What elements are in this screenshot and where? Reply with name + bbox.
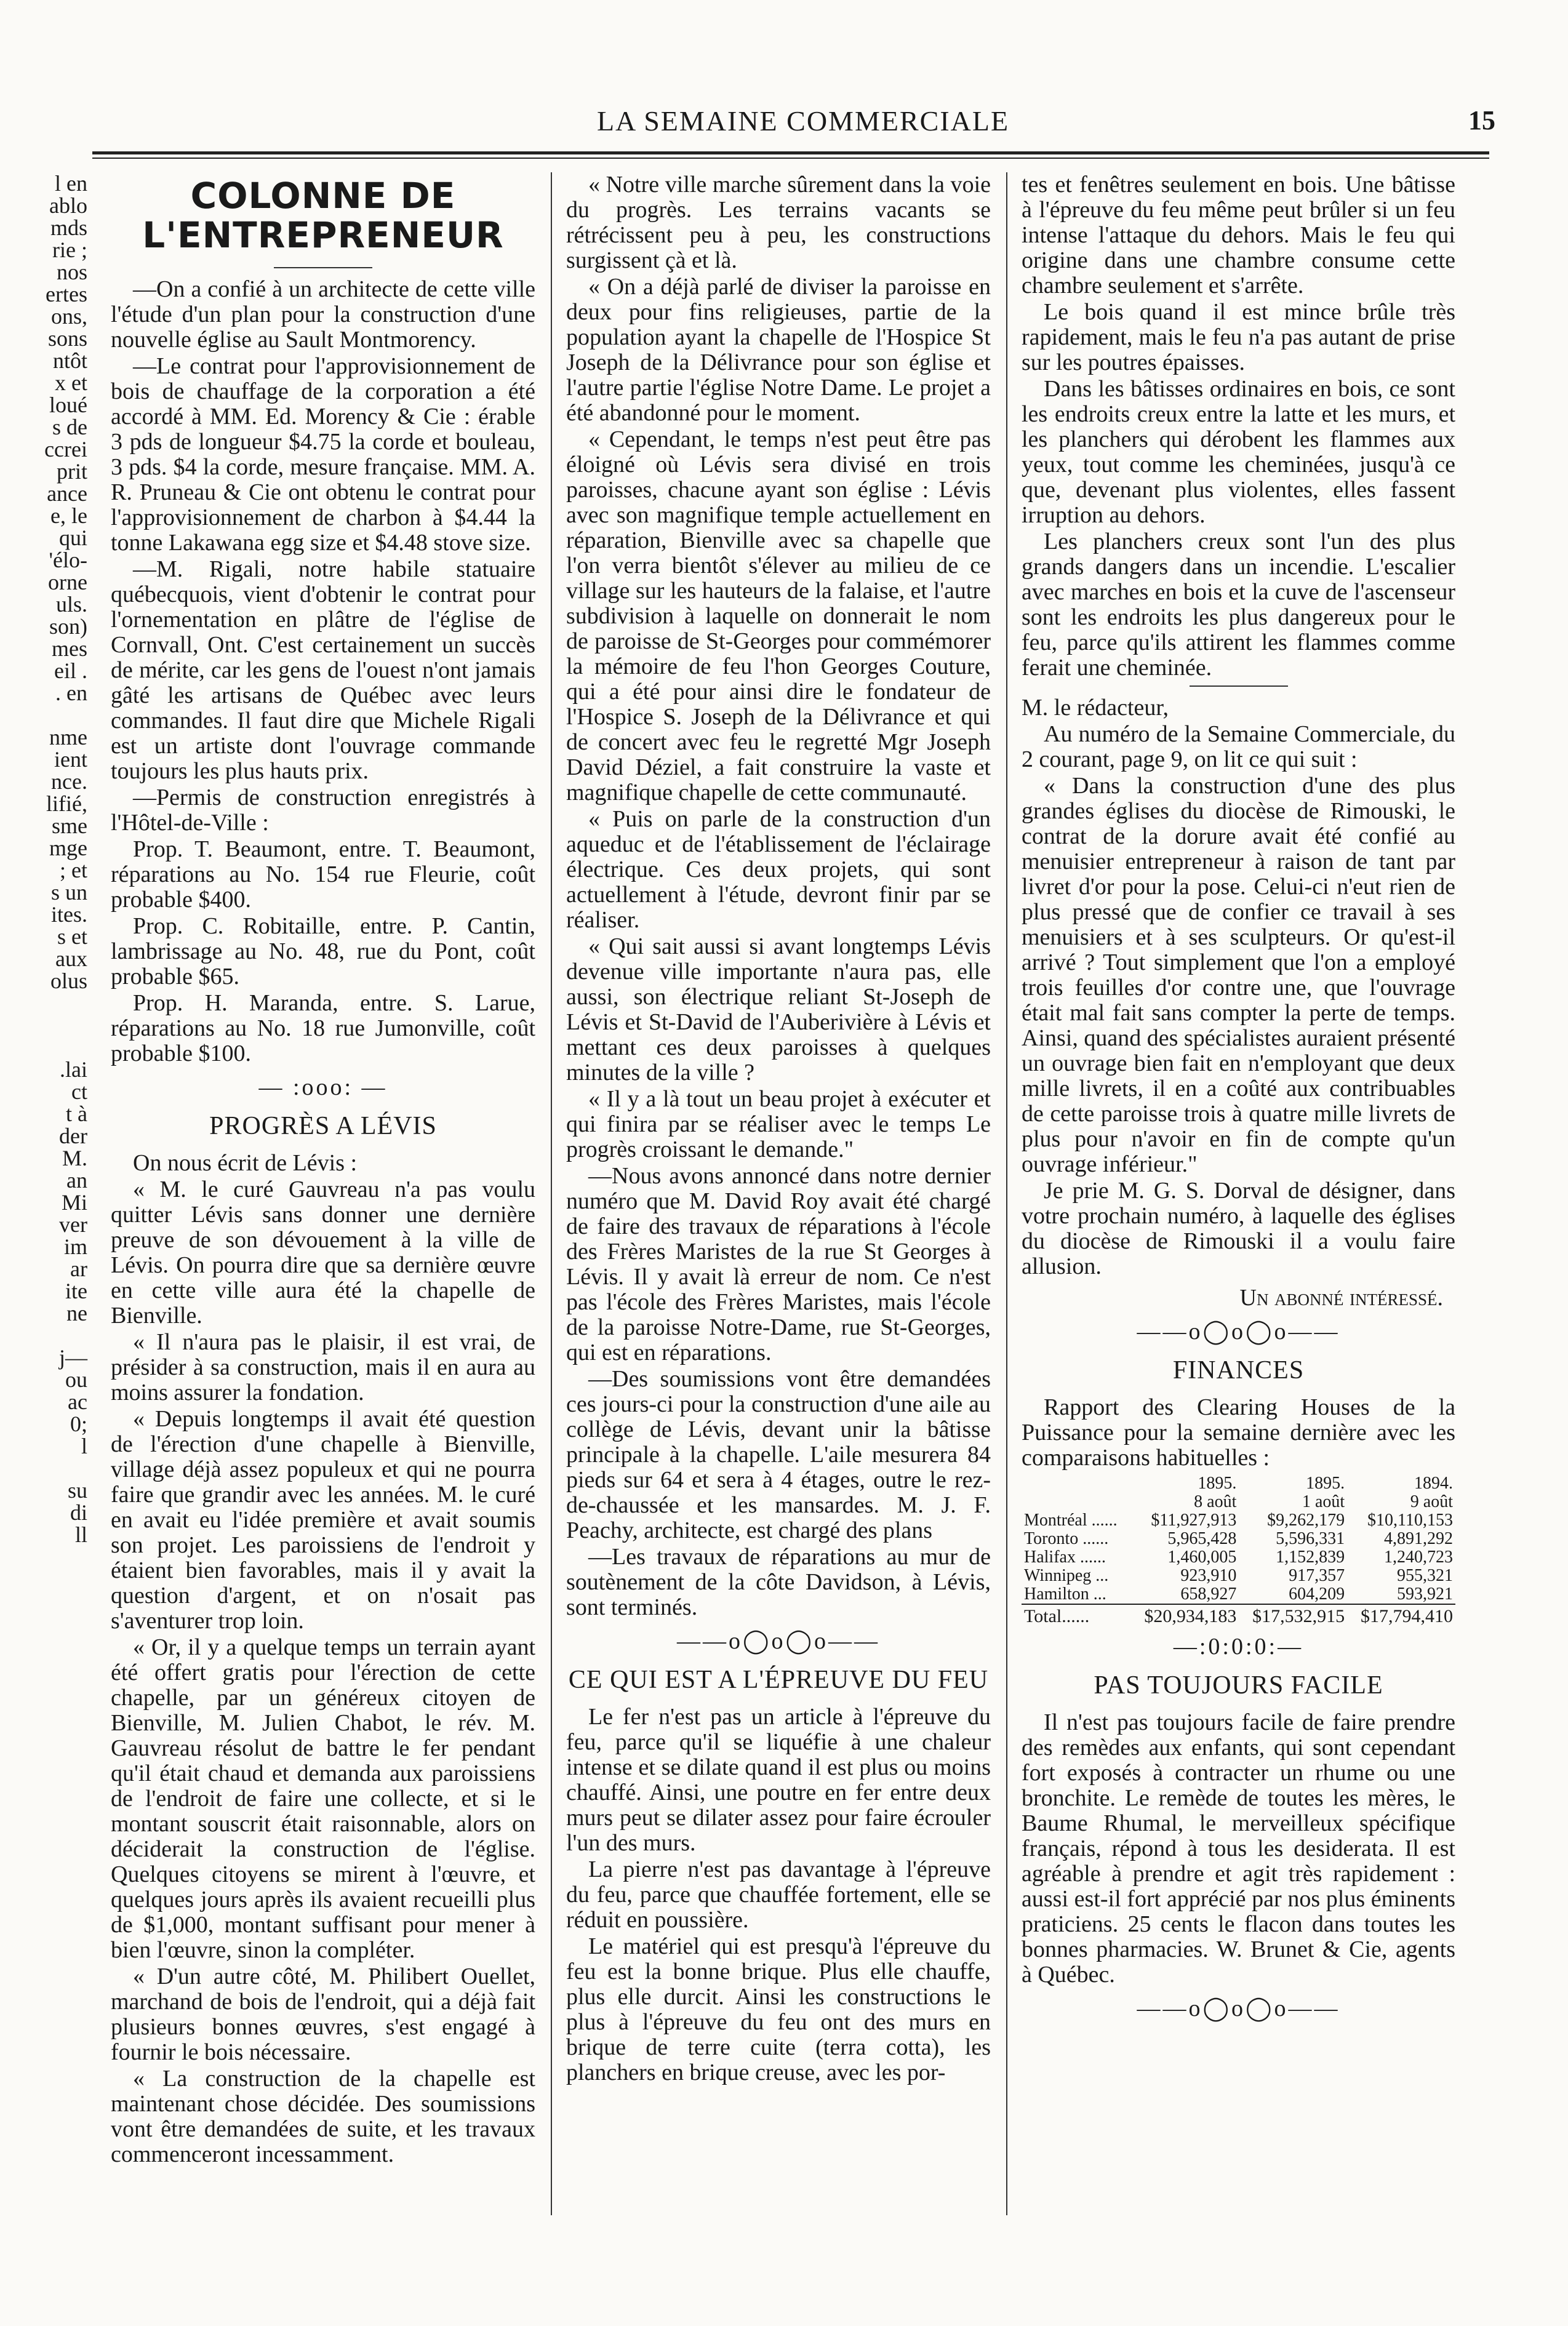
margin-fragment: ll [74,1522,87,1547]
paragraph: —Les travaux de réparations au mur de soutènement de la côte Davidson, à Lévis, sont terminés. [566,1544,991,1620]
paragraph: « Puis on parle de la construction d'un aqueduc et de l'établissement de l'éclairage électrique. Ces deux projets, qui sont actuellement à l'étude, devront finir par se réaliser. [566,806,991,933]
paragraph: « M. le curé Gauvreau n'a pas voulu quitter Lévis sans donner une dernière preuve de son dévouement à la ville de Lévis. On pourra dire que sa dernière œuvre en cette ville aura été la chapelle de Bienville. [111,1177,535,1329]
table-header-cell: 1895. [1306,1474,1345,1493]
margin-fragment: aux [55,946,87,971]
table-cell: $17,794,410 [1347,1604,1455,1626]
margin-fragment [0,1324,92,1346]
column-1 [111,172,535,2215]
table-cell: 658,927 [1180,1585,1237,1604]
section-separator: ——o◯o◯o—— [1137,1319,1340,1345]
letter-salutation: M. le rédacteur, [1022,695,1169,721]
margin-fragment: ct [71,1079,87,1104]
column-separator [551,172,552,2215]
table-cell: Montréal ...... [1024,1511,1118,1530]
table-cell: Winnipeg ... [1024,1566,1109,1585]
running-title: LA SEMAINE COMMERCIALE [596,105,1010,137]
margin-fragment: j— [58,1345,87,1370]
table-cell: 917,357 [1289,1566,1345,1585]
margin-fragment: s et [57,924,87,949]
table-row [1022,1567,1455,1585]
margin-fragment [0,1568,92,1590]
margin-fragment [0,1036,92,1058]
margin-fragment: .lai [60,1057,87,1082]
paragraph: —On a confié à un architecte de cette ville l'étude d'un plan pour la construction d'une nouvelle église au Sault Montmorency. [111,276,535,353]
margin-fragment: ertes [46,282,87,306]
table-header-cell: 9 août [1410,1492,1453,1511]
table-cell: 593,921 [1397,1585,1453,1604]
paragraph: —M. Rigali, notre habile statuaire québecquois, vient d'obtenir le contrat pour l'ornementation en plâtre de l'église de Cornvall, Ont. C'est certainement un succès de mérite, car les gens de l'ouest n'ont jamais gâté les artisans de Québec avec leurs commandes. Il faut dire que Michele Rigali est un artiste dont l'ouvrage commande toujours les plus hauts prix. [111,556,535,784]
margin-fragment: 'élo- [49,548,87,572]
table-total-row [1022,1604,1455,1626]
table-cell: $9,262,179 [1267,1511,1345,1530]
table-cell: 4,891,292 [1384,1529,1453,1548]
table-header-cell: 1 août [1302,1492,1345,1511]
table-cell: 955,321 [1397,1566,1453,1585]
margin-fragment: s de [52,415,87,439]
margin-fragment: di [70,1500,87,1525]
margin-fragment: nme [49,725,87,749]
paragraph: —Permis de construction enregistrés à l'Hôtel-de-Ville : [111,785,535,836]
margin-fragment: ar [70,1257,87,1281]
margin-fragment: l [81,1434,87,1458]
table-cell: 1,152,839 [1276,1548,1345,1567]
section-separator: —:0:0:0:— [1173,1634,1304,1660]
margin-fragment: ablo [49,193,87,218]
paragraph: « Notre ville marche sûrement dans la voie du progrès. Les terrains vacants se rétrécissent peu à peu, les constructions surgissent çà et là. [566,172,991,273]
paragraph: Le matériel qui est presqu'à l'épreuve du feu est la bonne brique. Plus elle chauffe, plus elle durcit. Ainsi les constructions le plus à l'épreuve du feu ont des murs en brique de terre cuite (terra cotta), les planchers en brique creuse, avec les por- [566,1933,991,2085]
paragraph: « Or, il y a quelque temps un terrain ayant été offert gratis pour l'érection de cette chapelle, par un généreux citoyen de Bienville, M. Julien Chabot, le rév. M. Gauvreau résolut de battre le fer pendant qu'il était chaud et demanda aux paroissiens de l'endroit de faire une collecte, et si le montant souscrit était raisonnable, alors on déciderait la construction de l'église. Quelques citoyens se mirent à l'œuvre, et quelques jours après ils avaient recueilli plus de $1,000, montant suffisant pour mener à bien l'œuvre, sinon la compléter. [111,1634,535,1963]
paragraph: « D'un autre côté, M. Philibert Ouellet, marchand de bois de l'endroit, qui a déjà fait plusieurs bonnes œuvres, s'est engagé à fournir le bois nécessaire. [111,1964,535,2065]
margin-fragment: orne [48,570,87,594]
margin-fragment: qui [58,526,87,550]
paragraph: Je prie M. G. S. Dorval de désigner, dans votre prochain numéro, à laquelle des églises du diocèse de Rimouski il a voulu faire allusion. [1022,1178,1455,1279]
table-cell: $20,934,183 [1131,1604,1239,1626]
paragraph: —Le contrat pour l'approvisionnement de bois de chauffage de la corporation a été accordé à MM. Ed. Morency & Cie : érable 3 pds de longueur $4.75 la corde et bouleau, 3 pds. $4 la corde, mesure française. MM. A. R. Pruneau & Cie ont obtenu le contrat pour l'approvisionnement de charbon à $4.44 la tonne Lakawana egg size et $4.48 stove size. [111,353,535,556]
margin-fragment: sons [47,326,87,351]
column-title: COLONNE DE L'ENTREPRENEUR [142,175,504,256]
margin-fragment: mes [52,636,87,661]
table-header-cell: 8 août [1194,1492,1237,1511]
paragraph: « On a déjà parlé de diviser la paroisse en deux pour fins religieuses, partie de la population ayant la chapelle de l'Hospice St Joseph de la Délivrance pour son église et l'autre partie l'église Notre Dame. Le projet a été abandonné pour le moment. [566,274,991,426]
margin-fragment: ntôt [52,348,87,373]
page-number: 15 [1468,105,1495,135]
margin-fragment: nce. [51,769,87,794]
margin-fragment: su [67,1478,87,1503]
section-separator: ——o◯o◯o—— [676,1628,881,1654]
paragraph: Il n'est pas toujours facile de faire prendre des remèdes aux enfants, qui sont cependant fort exposés à contracter un rhume ou une bronchite. Le remède de toutes les mères, le Baume Rhumal, le merveilleux spécifique français, répond à tous les desiderata. Il est agréable à prendre et agit très rapidement : aussi est-il fort apprécié par nos plus éminents praticiens. 25 cents le flacon dans toutes les bonnes pharmacies. W. Brunet & Cie, agents à Québec. [1022,1709,1455,1988]
previous-page-margin-fragments [0,172,92,2252]
section-heading: PROGRÈS A LÉVIS [209,1112,437,1140]
table-cell: $10,110,153 [1367,1511,1453,1530]
table-header-cell: 1895. [1198,1474,1237,1493]
margin-fragment: prit [57,459,87,484]
margin-fragment: im [63,1234,87,1259]
margin-fragment [0,704,92,726]
paragraph: « Dans la construction d'une des plus grandes églises du diocèse de Rimouski, le contrat de la dorure avait été confié au menuisier entrepreneur à raison de tant par livret d'or pour la pose. Celui-ci n'eut rien de plus pressé que de confier ce travail à ses menuisiers et à ses sculpteurs. Or qu'est-il arrivé ? Tout simplement que l'on a employé trois feuilles d'or contre une, que l'ouvrage était mal fait sans compter la perte de temps. Ainsi, quand des spécialistes auraient présenté un ouvrage bien fait en n'employant que deux mille livrets, il en a coûté aux contribuables de cette paroisse trois à quatre mille livrets de plus pour n'avoir en fin de compte qu'un ouvrage inférieur." [1022,773,1455,1177]
paragraph: « Il y a là tout un beau projet à exécuter et qui finira par se réaliser avec le temps Le progrès croissant le demande." [566,1086,991,1162]
margin-fragment: uls. [55,592,87,617]
margin-fragment: ites. [51,902,87,927]
table-cell: 5,965,428 [1167,1529,1237,1548]
margin-fragment: Mi [61,1190,87,1215]
margin-fragment: ccrei [44,437,87,462]
margin-fragment: 0; [70,1412,87,1436]
margin-fragment: e, le [50,503,87,528]
margin-fragment: ou [65,1367,87,1392]
margin-fragment: ance [47,481,87,506]
section-separator: ——o◯o◯o—— [1137,1996,1340,2021]
table-cell: $11,927,913 [1151,1511,1237,1530]
margin-fragment: M. [62,1146,87,1170]
margin-fragment: loué [49,393,87,417]
margin-fragment: eil . [54,658,87,683]
table-row [1022,1585,1455,1604]
section-separator: — :ooo: — [258,1074,388,1100]
margin-fragment: mge [49,836,87,860]
margin-fragment: ons, [50,304,87,329]
divider [274,267,372,268]
margin-fragment [0,1457,92,1479]
table-cell: Hamilton ... [1024,1585,1106,1604]
table-row [1022,1548,1455,1567]
table-cell: Total...... [1022,1604,1131,1626]
header-rule [92,151,1489,154]
paragraph: « Depuis longtemps il avait été question de l'érection d'une chapelle à Bienville, village déjà assez populeux et qui ne pourra faire que grandir avec les années. M. le curé en avait eu l'idée première et avait soumis son projet. Les paroissiens de l'endroit y étaient bien favorables, mais il y avait la question d'argent, et on n'osait pas s'aventurer trop loin. [111,1406,535,1634]
margin-fragment [0,1546,92,1568]
table-cell: Toronto ...... [1024,1529,1109,1548]
paragraph: La pierre n'est pas davantage à l'épreuve du feu, parce que chauffée fortement, elle se réduit en poussière. [566,1856,991,1933]
margin-fragment: sme [52,813,87,838]
table-cell: $17,532,915 [1239,1604,1347,1626]
header-rule-thin [92,158,1489,159]
margin-fragment: t à [66,1101,87,1126]
margin-fragment: ; et [60,858,87,882]
divider [1190,685,1288,687]
margin-fragment [0,1014,92,1036]
paragraph: « Cependant, le temps n'est peut être pas éloigné où Lévis sera divisé en trois paroisses, chacune ayant son église : Lévis avec son magnifique temple actuellement en réparation, Bienville avec sa chapelle que l'on verra bientôt s'élever au milieu de ce village sur les hauteurs de la falaise, et l'autre subdivision à laquelle on donnerait le nom de paroisse de St-Georges pour commémorer la mémoire de feu l'hon Georges Couture, qui a été pour ainsi dire le fondateur de l'Hospice S. Joseph de la Délivrance et qui de concert avec feu le regretté Mgr Joseph David Déziel, a fait construire la vaste et magnifique chapelle de cette communauté. [566,426,991,805]
paragraph: « Qui sait aussi si avant longtemps Lévis devenue ville importante n'aura pas, elle aussi, son électrique reliant St-Joseph de Lévis et St-David de l'Auberivière à Lévis et mettant ces deux paroisses à quelques minutes de la ville ? [566,933,991,1085]
paragraph: « Il n'aura pas le plaisir, il est vrai, de présider à sa construction, mais il en aura au moins assurer la fondation. [111,1329,535,1405]
paragraph: —Nous avons annoncé dans notre dernier numéro que M. David Roy avait été chargé de faire des travaux de réparations à l'école des Frères Maristes de la rue St Georges à Lévis. Il y avait là erreur de nom. Ce n'est pas l'école des Frères Maristes, mais l'école de la paroisse Notre-Dame, rue St-Georges, qui est en réparations. [566,1163,991,1365]
table-header-cell [1022,1474,1131,1493]
paragraph: Prop. T. Beaumont, entre. T. Beaumont, réparations au No. 154 rue Fleurie, coût probable $400. [111,836,535,913]
clearing-houses-table [1022,1474,1455,1626]
section-heading: PAS TOUJOURS FACILE [1094,1671,1383,1700]
column-2 [566,172,991,2215]
table-cell: 604,209 [1289,1585,1345,1604]
paragraph: Au numéro de la Semaine Commerciale, du 2 courant, page 9, on lit ce qui suit : [1022,721,1455,772]
table-cell: 923,910 [1180,1566,1237,1585]
margin-fragment: son) [49,614,87,639]
table-row [1022,1530,1455,1548]
margin-fragment: s un [50,880,87,905]
margin-fragment: ver [59,1212,87,1237]
paragraph: —Des soumissions vont être demandées ces jours-ci pour la construction d'une aile au collège de Lévis, devant unir la bâtisse principale à la chapelle. L'aile mesurera 84 pieds sur 64 et sera à 4 étages, outre le rez-de-chaussée et les mansardes. M. J. F. Peachy, architecte, est chargé des plans [566,1366,991,1543]
margin-fragment: lifié, [46,791,87,816]
table-cell: 5,596,331 [1276,1529,1345,1548]
margin-fragment: ac [68,1389,87,1414]
section-heading: FINANCES [1172,1356,1305,1385]
margin-fragment: ne [66,1301,87,1325]
paragraph: Dans les bâtisses ordinaires en bois, ce sont les endroits creux entre la latte et les murs, et les planchers qui dérobent les flammes aux yeux, tout comme les cheminées, jusqu'à ce que, devenant plus violentes, elles fassent irruption au dehors. [1022,376,1455,528]
paragraph: tes et fenêtres seulement en bois. Une bâtisse à l'épreuve du feu même peut brûler si un feu intense l'attaque du dehors. Mais le feu qui origine dans une chambre consume cette chambre seulement et s'arrête. [1022,172,1455,298]
letter-signature: Un abonné intéressé. [1239,1285,1443,1311]
paragraph: On nous écrit de Lévis : [133,1150,358,1176]
paragraph: Rapport des Clearing Houses de la Puissance pour la semaine dernière avec les comparaisons habituelles : [1022,1394,1455,1471]
margin-fragment: ient [54,747,87,772]
margin-fragment: ite [65,1279,87,1303]
paragraph: Le bois quand il est mince brûle très rapidement, mais le feu n'a pas autant de prise sur les poutres épaisses. [1022,299,1455,375]
margin-fragment: l en [55,172,87,196]
table-cell: 1,240,723 [1384,1548,1453,1567]
margin-fragment: . en [55,681,87,705]
margin-fragment: an [66,1168,87,1193]
margin-fragment: mds [50,215,87,240]
margin-fragment [0,992,92,1014]
table-header-row [1022,1493,1455,1511]
table-cell: Halifax ...... [1024,1548,1106,1567]
table-header-row [1022,1474,1455,1493]
margin-fragment [0,1590,92,1612]
page-header [111,105,1495,142]
column-3 [1022,172,1455,2215]
paragraph: Le fer n'est pas un article à l'épreuve du feu, parce qu'il se liquéfie à une chaleur intense et se dilate quand il est plus ou moins chauffé. Ainsi, une poutre en fer entre deux murs peut se dilater assez pour faire écrouler l'un des murs. [566,1704,991,1856]
table-header-cell [1022,1493,1131,1511]
margin-fragment: olus [50,969,87,993]
margin-fragment: rie ; [52,238,87,262]
column-separator [1006,172,1007,2215]
paragraph: « La construction de la chapelle est maintenant chose décidée. Des soumissions vont être demandées de suite, et les travaux commenceront incessamment. [111,2066,535,2167]
table-row [1022,1511,1455,1530]
paragraph: Les planchers creux sont l'un des plus grands dangers dans un incendie. L'escalier avec marches en bois et la cuve de l'ascenseur sont les endroits les plus dangereux pour le feu, parce qu'ils attirent les flammes comme ferait une cheminée. [1022,529,1455,681]
table-cell: 1,460,005 [1167,1548,1237,1567]
paragraph: Prop. C. Robitaille, entre. P. Cantin, lambrissage au No. 48, rue du Pont, coût probable $65. [111,913,535,989]
margin-fragment: x et [55,370,87,395]
table-header-cell: 1894. [1414,1474,1453,1493]
paragraph: Prop. H. Maranda, entre. S. Larue, réparations au No. 18 rue Jumonville, coût probable $100. [111,990,535,1066]
section-heading: CE QUI EST A L'ÉPREUVE DU FEU [568,1666,989,1694]
margin-fragment: nos [56,260,87,284]
margin-fragment: der [59,1124,87,1148]
